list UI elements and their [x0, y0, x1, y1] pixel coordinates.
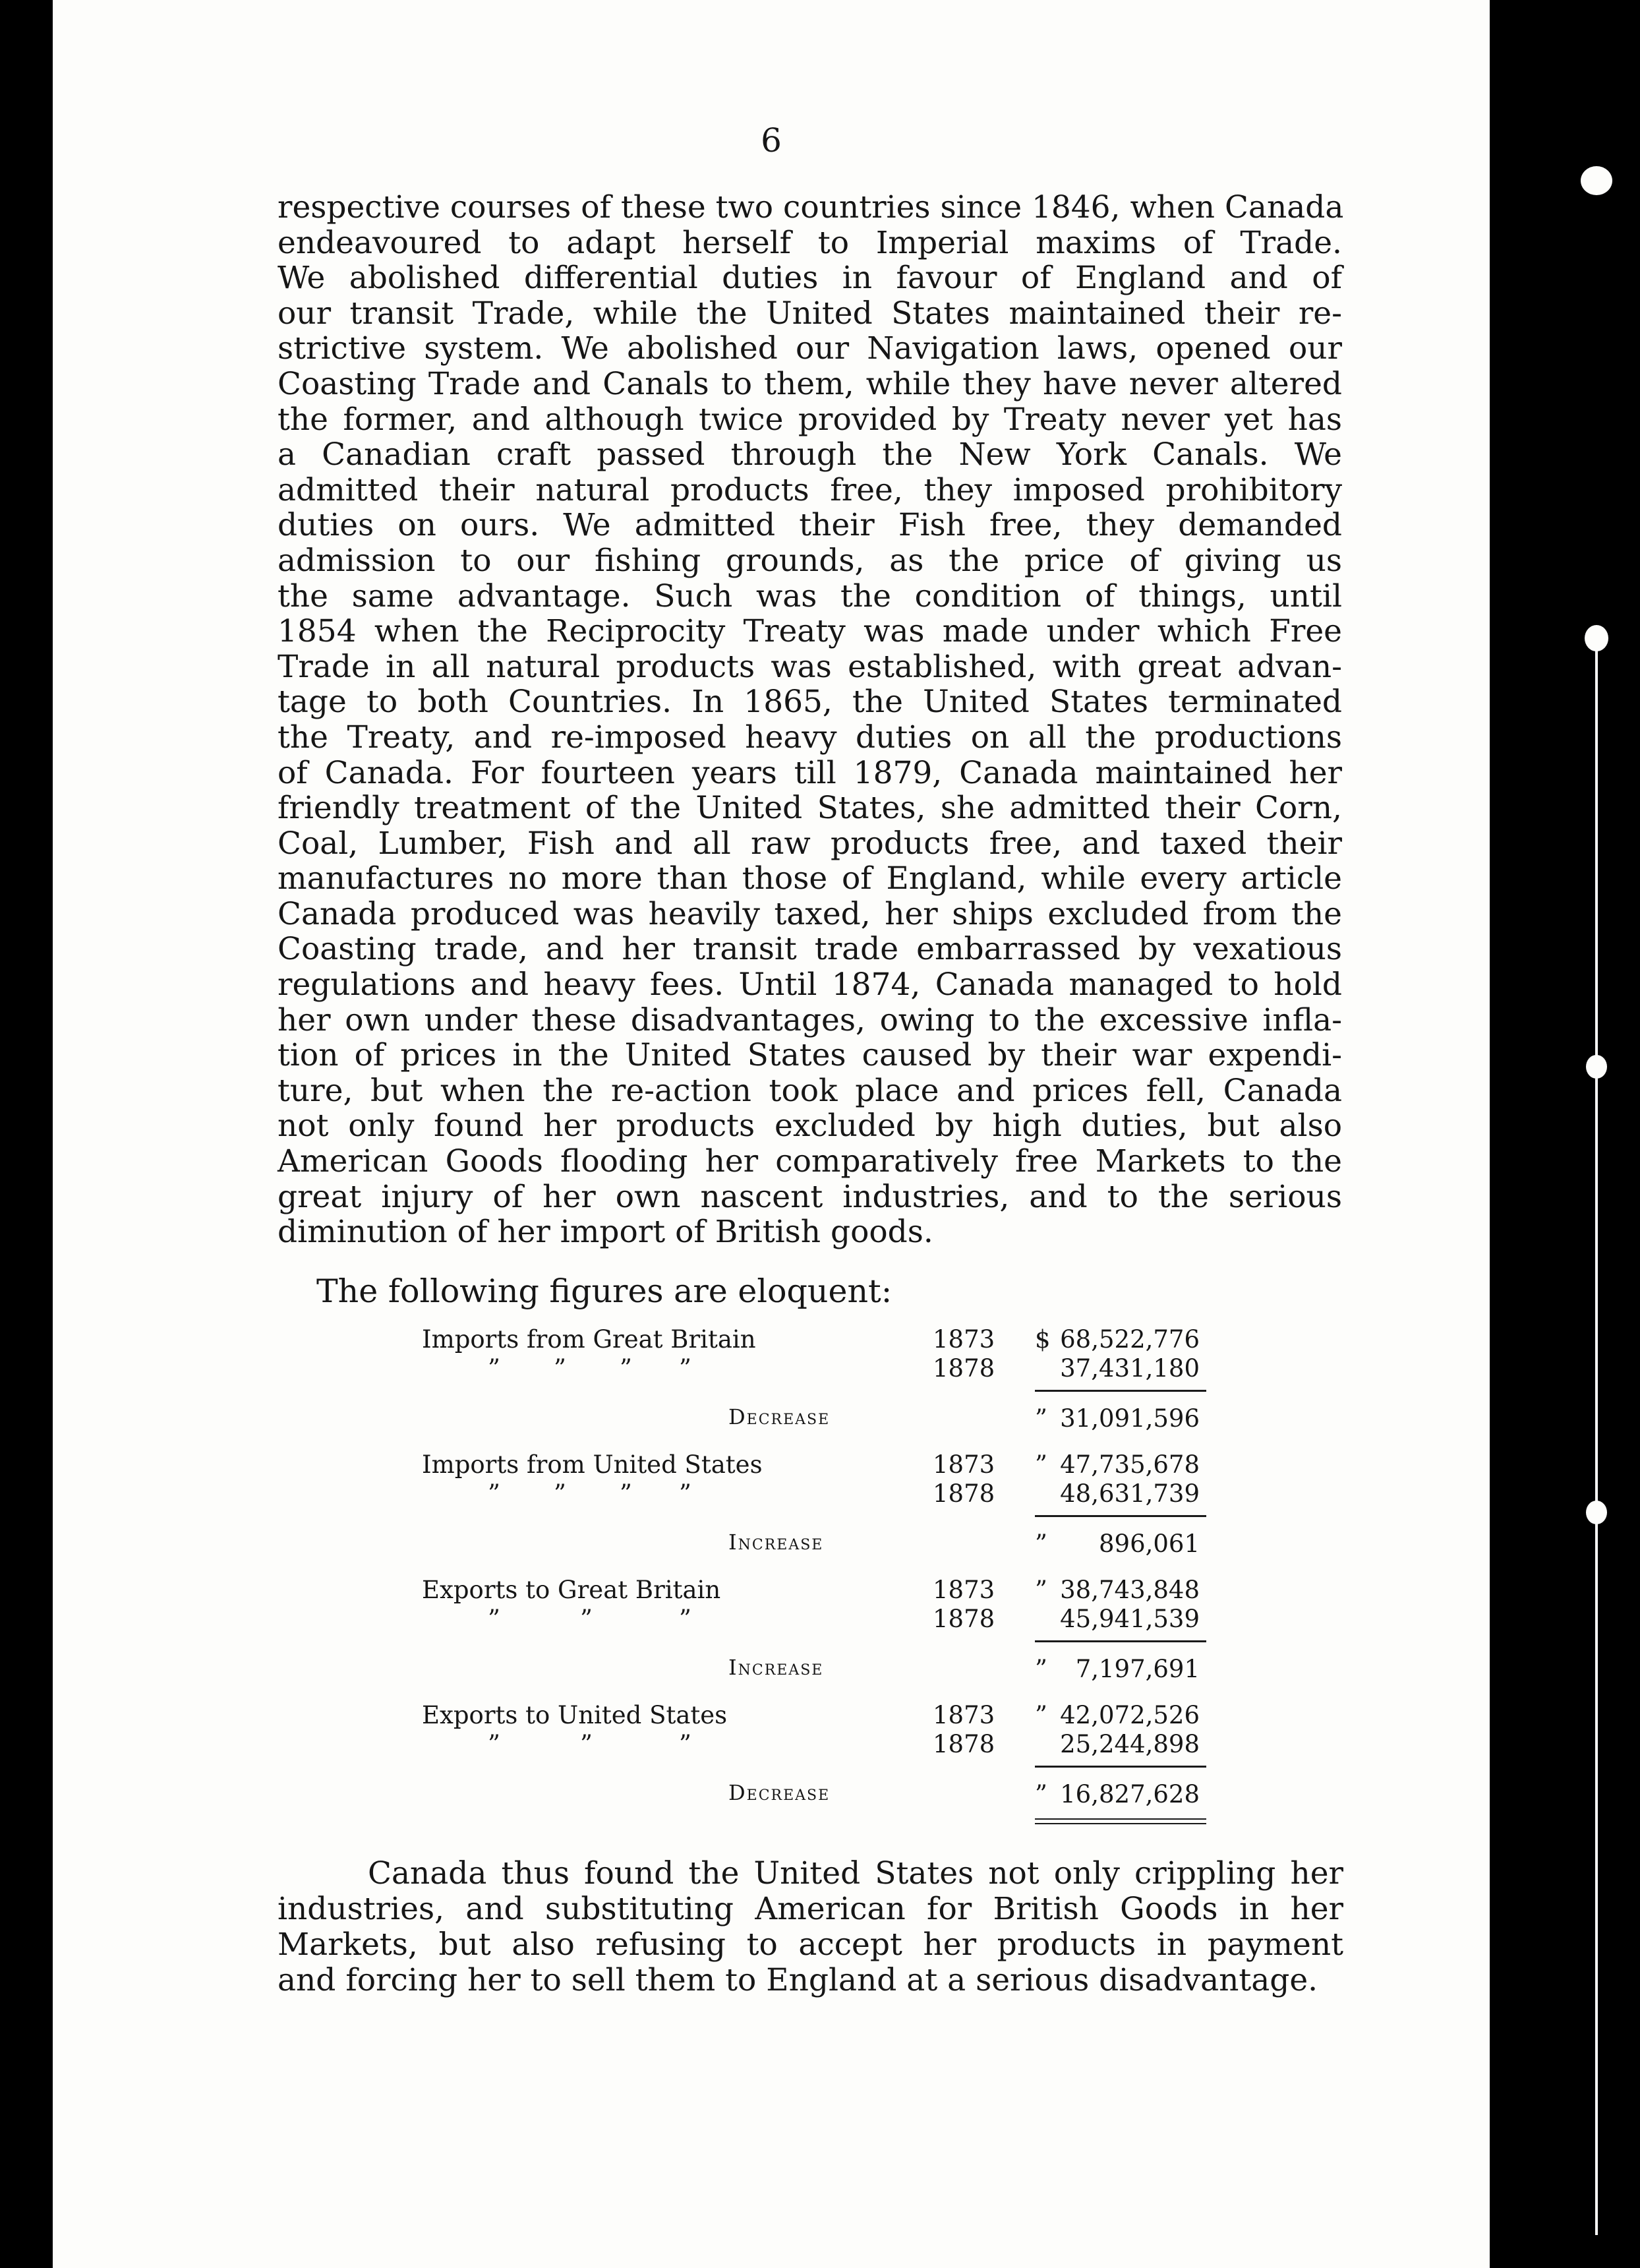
- table-row: [422, 1479, 1279, 1512]
- total-amount: 16,827,628: [1060, 1780, 1200, 1808]
- ditto-mark: ”: [620, 1479, 632, 1508]
- sum-rule: [1035, 1515, 1206, 1517]
- closing-line: Markets, but also refusing to accept her products in payment: [278, 1926, 1343, 1963]
- ditto-mark: ”: [580, 1730, 593, 1758]
- body-line: American Goods flooding her comparatively free Markets to the: [278, 1143, 1342, 1180]
- amount-cell: 47,735,678: [1060, 1450, 1200, 1479]
- body-line: the same advantage. Such was the condition of things, until: [278, 578, 1342, 614]
- body-line: endeavoured to adapt herself to Imperial maxims of Trade.: [278, 224, 1342, 261]
- amount-cell: 38,743,848: [1060, 1576, 1200, 1604]
- table-row: [422, 1701, 1279, 1734]
- ditto-mark: ”: [1035, 1780, 1047, 1808]
- end-rule: [1035, 1818, 1206, 1820]
- body-line: diminution of her import of British goods.: [278, 1214, 933, 1251]
- amount-cell: 42,072,526: [1060, 1701, 1200, 1729]
- amount-cell: 37,431,180: [1060, 1354, 1200, 1383]
- amount-cell: 25,244,898: [1060, 1730, 1200, 1758]
- table-row: [422, 1730, 1279, 1763]
- year-cell: 1873: [933, 1450, 995, 1479]
- body-line: strictive system. We abolished our Navigation laws, opened our: [278, 330, 1342, 367]
- body-line: friendly treatment of the United States, she admitted their Corn,: [278, 790, 1342, 827]
- body-line: Coasting trade, and her transit trade embarrassed by vexatious: [278, 931, 1342, 968]
- ditto-mark: ”: [679, 1730, 691, 1758]
- year-cell: 1873: [933, 1325, 995, 1354]
- sum-rule: [1035, 1390, 1206, 1392]
- ditto-mark: ”: [620, 1354, 632, 1383]
- closing-line: industries, and substituting American for British Goods in her: [278, 1891, 1343, 1927]
- ditto-mark: ”: [679, 1479, 691, 1508]
- ditto-mark: ”: [679, 1354, 691, 1383]
- body-line: Coasting Trade and Canals to them, while they have never altered: [278, 365, 1342, 402]
- total-label: Decrease: [728, 1780, 831, 1805]
- table-row: [422, 1780, 1279, 1813]
- binding-cord: [1595, 633, 1598, 2235]
- ditto-mark: ”: [1035, 1655, 1047, 1683]
- year-cell: 1878: [933, 1605, 995, 1633]
- binding-edge: [1490, 0, 1640, 2268]
- left-scan-margin: [0, 0, 53, 2268]
- ditto-mark: ”: [580, 1605, 593, 1633]
- row-label: Imports from Great Britain: [422, 1325, 756, 1354]
- ditto-mark: ”: [1035, 1530, 1047, 1558]
- ditto-mark: ”: [1035, 1404, 1047, 1433]
- sum-rule: [1035, 1766, 1206, 1768]
- row-label: Exports to Great Britain: [422, 1576, 721, 1604]
- closing-paragraph: [278, 1855, 1343, 1998]
- table-row: [422, 1354, 1279, 1387]
- figures-intro: The following figures are eloquent:: [316, 1272, 893, 1310]
- body-line: great injury of her own nascent industries, and to the serious: [278, 1178, 1342, 1215]
- total-label: Increase: [728, 1655, 824, 1680]
- sum-rule: [1035, 1640, 1206, 1642]
- body-line: Trade in all natural products was established, with great advan-: [278, 648, 1342, 685]
- document-page: [53, 0, 1490, 2268]
- currency-symbol: $: [1035, 1325, 1051, 1354]
- ditto-mark: ”: [1035, 1701, 1047, 1729]
- binding-knot: [1586, 1501, 1607, 1524]
- body-line: Coal, Lumber, Fish and all raw products free, and taxed their: [278, 825, 1342, 862]
- year-cell: 1873: [933, 1701, 995, 1729]
- binding-knot: [1585, 625, 1608, 651]
- body-line: regulations and heavy fees. Until 1874, Canada managed to hold: [278, 967, 1342, 1003]
- binding-knot: [1586, 1055, 1607, 1079]
- total-label: Decrease: [728, 1404, 831, 1429]
- page-number: 6: [761, 121, 782, 160]
- body-line: 1854 when the Reciprocity Treaty was made under which Free: [278, 613, 1342, 650]
- body-line: a Canadian craft passed through the New York Canals. We: [278, 436, 1342, 473]
- table-row: [422, 1605, 1279, 1638]
- body-line: tion of prices in the United States caused by their war expendi-: [278, 1037, 1342, 1074]
- total-amount: 896,061: [1098, 1530, 1200, 1558]
- ditto-mark: ”: [679, 1605, 691, 1633]
- body-line: respective courses of these two countries since 1846, when Canada: [278, 189, 1344, 225]
- amount-cell: 48,631,739: [1060, 1479, 1200, 1508]
- ditto-mark: ”: [488, 1730, 500, 1758]
- ditto-mark: ”: [1035, 1450, 1047, 1479]
- body-paragraph: [278, 190, 1342, 1250]
- closing-line: Canada thus found the United States not only crippling her: [368, 1855, 1343, 1892]
- body-line: the former, and although twice provided by Treaty never yet has: [278, 401, 1342, 438]
- body-line: admission to our fishing grounds, as the price of giving us: [278, 542, 1342, 579]
- body-line: our transit Trade, while the United States maintained their re-: [278, 295, 1342, 332]
- body-line: tage to both Countries. In 1865, the United States terminated: [278, 684, 1342, 721]
- row-label: Imports from United States: [422, 1450, 763, 1479]
- total-amount: 31,091,596: [1060, 1404, 1200, 1433]
- amount-cell: 68,522,776: [1060, 1325, 1200, 1354]
- ditto-mark: ”: [1035, 1576, 1047, 1604]
- row-label: Exports to United States: [422, 1701, 728, 1729]
- table-row: [422, 1325, 1279, 1358]
- binding-knot: [1581, 166, 1612, 195]
- ditto-mark: ”: [554, 1354, 566, 1383]
- body-line: manufactures no more than those of England, while every article: [278, 860, 1342, 897]
- total-label: Increase: [728, 1530, 824, 1555]
- year-cell: 1878: [933, 1354, 995, 1383]
- body-line: We abolished differential duties in favour of England and of: [278, 260, 1342, 297]
- body-line: ture, but when the re-action took place and prices fell, Canada: [278, 1072, 1342, 1109]
- table-row: [422, 1450, 1279, 1483]
- year-cell: 1873: [933, 1576, 995, 1604]
- table-row: [422, 1530, 1279, 1563]
- body-line: of Canada. For fourteen years till 1879, Canada maintained her: [278, 754, 1342, 791]
- year-cell: 1878: [933, 1479, 995, 1508]
- year-cell: 1878: [933, 1730, 995, 1758]
- ditto-mark: ”: [488, 1479, 500, 1508]
- body-line: admitted their natural products free, they imposed prohibitory: [278, 471, 1342, 508]
- body-line: Canada produced was heavily taxed, her ships excluded from the: [278, 895, 1342, 932]
- closing-line: and forcing her to sell them to England at a serious disadvantage.: [278, 1962, 1318, 1998]
- table-row: [422, 1655, 1279, 1688]
- table-row: [422, 1576, 1279, 1609]
- amount-cell: 45,941,539: [1060, 1605, 1200, 1633]
- ditto-mark: ”: [488, 1605, 500, 1633]
- body-line: the Treaty, and re-imposed heavy duties on all the productions: [278, 719, 1342, 756]
- body-line: duties on ours. We admitted their Fish free, they demanded: [278, 507, 1342, 544]
- body-line: her own under these disadvantages, owing to the excessive infla-: [278, 1001, 1342, 1038]
- total-amount: 7,197,691: [1075, 1655, 1200, 1683]
- table-row: [422, 1404, 1279, 1437]
- ditto-mark: ”: [554, 1479, 566, 1508]
- ditto-mark: ”: [488, 1354, 500, 1383]
- body-line: not only found her products excluded by high duties, but also: [278, 1108, 1342, 1145]
